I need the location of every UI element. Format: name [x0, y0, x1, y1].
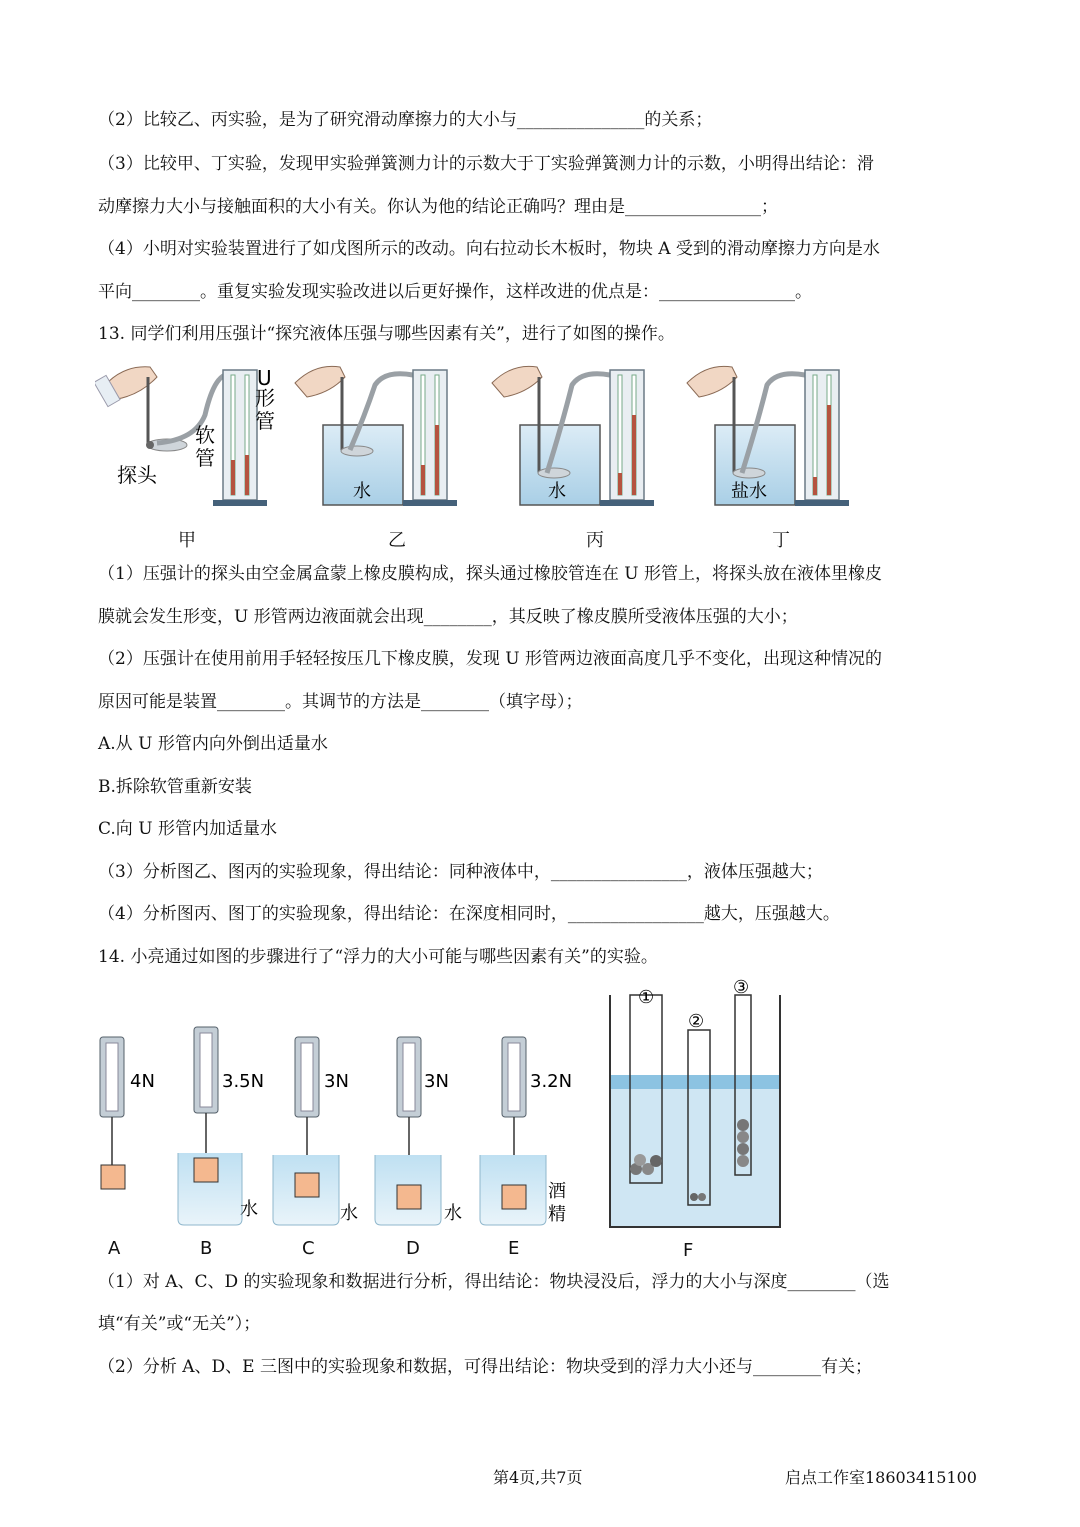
q13-part1-line1: （1）压强计的探头由空金属盒蒙上橡皮膜构成，探头通过橡胶管连在 U 形管上，将探头放在液体里橡皮 [98, 564, 882, 584]
fig-d-scale [375, 1037, 441, 1225]
liquid-label-c: 水 [340, 1203, 358, 1224]
fig-bing-apparatus [492, 366, 654, 506]
liquid-label-e-2: 精 [548, 1204, 566, 1225]
page-number: 第4页,共7页 [493, 1468, 583, 1487]
q12-part2: （2）比较乙、丙实验，是为了研究滑动摩擦力的大小与_______________的关系； [98, 110, 713, 130]
q14-stem: 14. 小亮通过如图的步骤进行了“浮力的大小可能与哪些因素有关”的实验。 [98, 947, 658, 967]
q14-part2: （2）分析 A、D、E 三图中的实验现象和数据，可得出结论：物块受到的浮力大小还与________有关； [98, 1357, 872, 1377]
reading-a: 4N [130, 1071, 155, 1092]
tube-1-label: ① [638, 987, 655, 1008]
fig-ding-salt-water-label: 盐水 [731, 481, 767, 502]
fig-label-a: A [108, 1238, 121, 1259]
fig-c-scale [273, 1037, 339, 1225]
q13-part1-line2: 膜就会发生形变，U 形管两边液面就会出现________，其反映了橡皮膜所受液体压强的大小； [98, 607, 798, 627]
liquid-label-b: 水 [240, 1199, 258, 1220]
fig-label-c: C [302, 1238, 315, 1259]
fig-e-scale [480, 1037, 546, 1225]
tube-2-label: ② [688, 1011, 705, 1032]
fig-label-yi: 乙 [388, 530, 406, 551]
liquid-label-d: 水 [444, 1203, 462, 1224]
probe-label: 探头 [117, 463, 157, 487]
q13-part3: （3）分析图乙、图丙的实验现象，得出结论：同种液体中，________________，液体压强越大； [98, 862, 823, 882]
fig-yi-apparatus [295, 366, 457, 506]
fig-bing-water-label: 水 [548, 481, 566, 502]
fig-ding-apparatus [687, 366, 849, 506]
q12-part4-line1: （4）小明对实验装置进行了如戊图所示的改动。向右拉动长木板时，物块 A 受到的滑动摩擦力方向是水 [98, 239, 880, 259]
q13-option-c: C.向 U 形管内加适量水 [98, 819, 277, 839]
q13-stem: 13. 同学们利用压强计“探究液体压强与哪些因素有关”，进行了如图的操作。 [98, 324, 675, 344]
q13-part4: （4）分析图丙、图丁的实验现象，得出结论：在深度相同时，________________越大，压强越大。 [98, 904, 840, 924]
q12-part4-line2: 平向________。重复实验发现实验改进以后更好操作，这样改进的优点是：________________。 [98, 282, 812, 302]
q13-option-b: B.拆除软管重新安装 [98, 777, 252, 797]
hose-label: 软 [195, 423, 215, 447]
u-tube-label-u: U [257, 366, 272, 390]
q13-part2-line2: 原因可能是装置________。其调节的方法是________（填字母）； [98, 692, 583, 712]
q14-part1-line2: 填“有关”或“无关”）； [98, 1314, 261, 1334]
buoyancy-figure [90, 975, 790, 1265]
liquid-label-e: 酒 [548, 1181, 566, 1202]
reading-e: 3.2N [530, 1071, 573, 1092]
q14-part1-line1: （1）对 A、C、D 的实验现象和数据进行分析，得出结论：物块浸没后，浮力的大小与深度________（选 [98, 1272, 890, 1292]
pressure-gauge-figure [95, 355, 955, 555]
fig-a-scale [100, 1037, 125, 1189]
q13-part2-line1: （2）压强计在使用前用手轻轻按压几下橡皮膜，发现 U 形管两边液面高度几乎不变化，出现这种情况的 [98, 649, 882, 669]
reading-d: 3N [424, 1071, 449, 1092]
fig-label-bing: 丙 [586, 530, 604, 551]
q13-option-a: A.从 U 形管内向外倒出适量水 [98, 734, 328, 754]
q12-part3-line2: 动摩擦力大小与接触面积的大小有关。你认为他的结论正确吗？理由是________________； [98, 197, 778, 217]
studio-contact: 启点工作室18603415100 [785, 1468, 977, 1487]
reading-b: 3.5N [222, 1071, 265, 1092]
fig-label-d: D [406, 1238, 420, 1259]
fig-label-jia: 甲 [178, 530, 196, 551]
hose-label-2: 管 [195, 446, 215, 470]
reading-c: 3N [324, 1071, 349, 1092]
u-tube-label: 形 [255, 386, 275, 410]
fig-label-f: F [683, 1240, 694, 1261]
fig-f-container [610, 977, 780, 1227]
fig-label-ding: 丁 [772, 530, 790, 551]
fig-label-b: B [200, 1238, 213, 1259]
q12-part3-line1: （3）比较甲、丁实验，发现甲实验弹簧测力计的示数大于丁实验弹簧测力计的示数，小明得出结论：滑 [98, 154, 874, 174]
fig-label-e: E [508, 1238, 520, 1259]
fig-b-scale [178, 1027, 242, 1225]
u-tube-label-2: 管 [255, 409, 275, 433]
tube-3-label: ③ [733, 977, 750, 998]
fig-yi-water-label: 水 [353, 481, 371, 502]
